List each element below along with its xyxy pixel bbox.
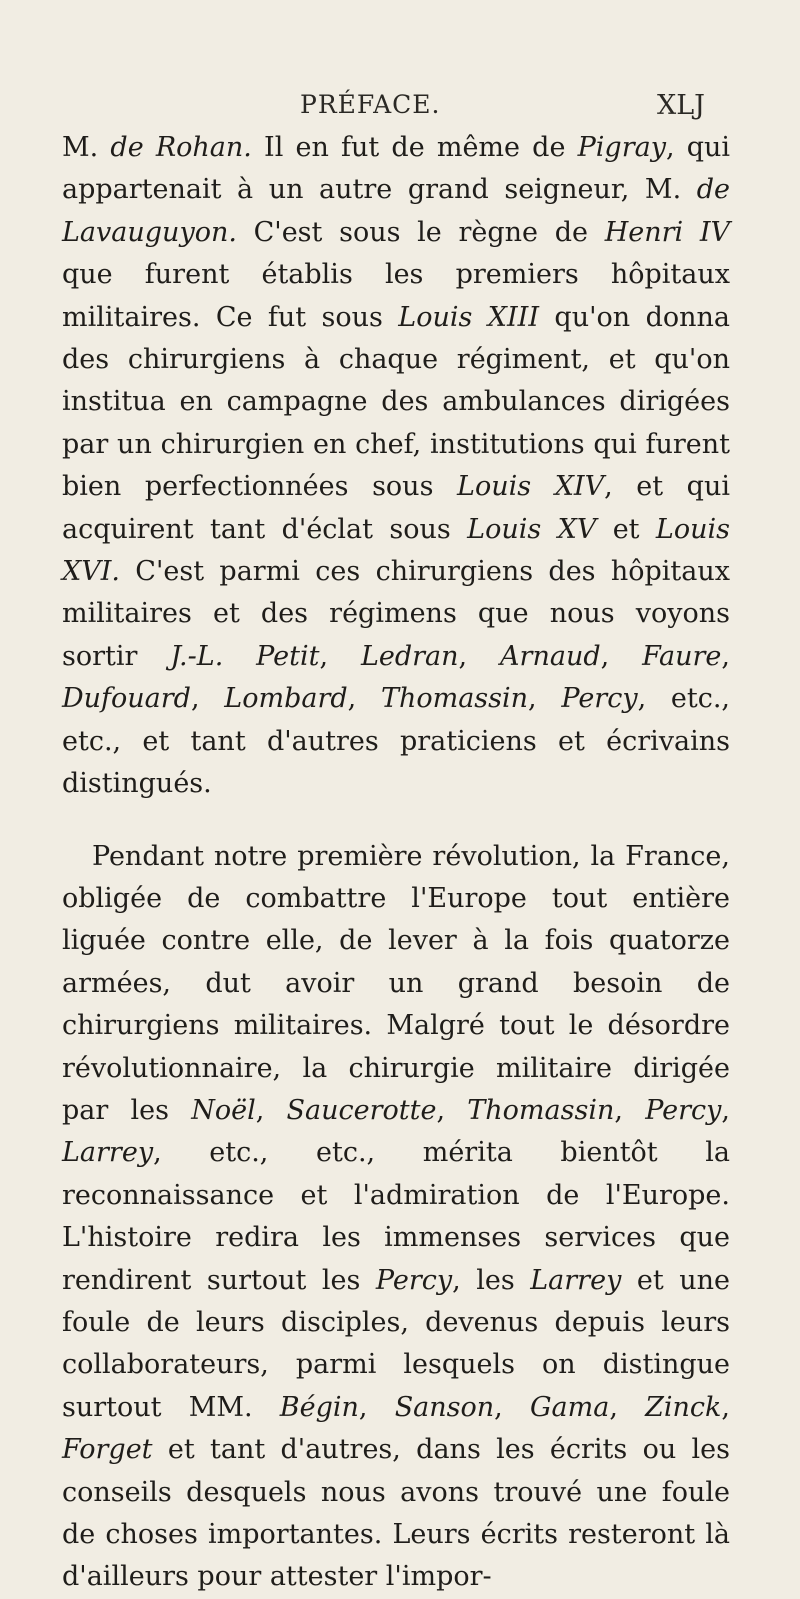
text-span: que furent établis les premiers hôpitaux militaires. Ce fut sous xyxy=(62,259,730,333)
person-name: Pigray xyxy=(577,132,666,163)
text-span: C'est sous le règne de xyxy=(236,216,605,248)
person-name: Louis XVI. xyxy=(62,513,730,588)
text-span: qu'on donna des chirurgiens à chaque régiment, et qu'on institua en campagne des ambulances dirigées par un chirurgien en chef, institutions qui furent bien perfectionnées sous xyxy=(62,301,730,503)
text-span: , xyxy=(319,640,361,672)
person-name: Larrey xyxy=(530,1264,622,1296)
text-span: et tant d'autres, dans les écrits ou les conseils desquels nous avons trouvé une foule de choses importantes. Leurs écrits resteront là d'ailleurs pour attester l'impor- xyxy=(62,1434,730,1593)
person-name: Forget xyxy=(62,1434,153,1466)
person-name: Faure xyxy=(642,640,722,672)
text-span: , xyxy=(721,1094,730,1126)
paragraph xyxy=(62,836,730,1599)
person-name: Arnaud xyxy=(500,640,601,672)
text-span: C'est parmi ces chirurgiens des hôpitaux militaires et des régimens que nous voyons sortir xyxy=(62,556,730,672)
person-name: Zinck xyxy=(645,1391,722,1423)
text-span: , xyxy=(255,1094,287,1126)
text-span: Pendant notre première révolution, la France, obligée de combattre l'Europe tout entière liguée contre elle, de lever à la fois quatorze armées, dut avoir un grand besoin de chirurgiens militaires. Malgré tout le désordre révolutionnaire, la chirurgie militaire dirigée par les xyxy=(62,840,730,1126)
person-name: Ledran xyxy=(360,640,459,672)
text-span: M. xyxy=(62,132,111,163)
person-name: de Rohan. xyxy=(110,132,252,163)
person-name: Henri IV xyxy=(604,216,731,248)
person-name: Louis XIII xyxy=(398,301,539,333)
person-name: Saucerotte xyxy=(286,1094,437,1126)
page-header xyxy=(0,90,800,130)
person-name: de Lavauguyon. xyxy=(62,174,730,248)
text-span: , xyxy=(358,1391,395,1423)
person-name: J.-L. Petit xyxy=(170,640,320,672)
text-span: , qui appartenait à un autre grand seigneur, M. xyxy=(62,132,731,206)
text-span: et une foule de leurs disciples, devenus depuis leurs collaborateurs, parmi lesquels on distingue surtout MM. xyxy=(62,1264,730,1423)
person-name: Noël xyxy=(191,1094,256,1126)
person-name: Sanson xyxy=(394,1391,495,1423)
person-name: Dufouard xyxy=(62,683,191,715)
text-span: , xyxy=(721,1391,730,1423)
text-span: et xyxy=(596,513,656,545)
body-text xyxy=(62,127,730,1599)
text-span: , xyxy=(190,683,225,715)
running-title: PRÉFACE. xyxy=(300,90,441,119)
person-name: Larrey xyxy=(62,1137,154,1169)
person-name: Lombard xyxy=(224,683,348,715)
text-span: , xyxy=(436,1094,468,1126)
person-name: Percy xyxy=(645,1094,722,1126)
text-span: , xyxy=(721,640,730,672)
person-name: Thomassin xyxy=(467,1094,615,1126)
person-name: Louis XIV xyxy=(457,471,605,503)
text-span: , etc., etc., et tant d'autres praticiens et écrivains distingués. xyxy=(62,683,730,800)
text-span: , xyxy=(494,1391,530,1423)
text-span: , les xyxy=(452,1264,531,1296)
text-span: , xyxy=(609,1391,646,1423)
text-span: , etc., etc., mérita bientôt la reconnaissance et l'admiration de l'Europe. L'histoire redira les immenses services que rendirent surtout les xyxy=(62,1137,730,1296)
person-name: Gama xyxy=(529,1391,610,1423)
person-name: Bégin xyxy=(279,1391,359,1423)
text-span: Il en fut de même de xyxy=(251,132,578,163)
person-name: Percy xyxy=(375,1264,453,1296)
person-name: Louis XV xyxy=(467,513,597,545)
text-span: , et qui acquirent tant d'éclat sous xyxy=(62,471,730,545)
text-span: , xyxy=(458,640,501,672)
page-number: XLJ xyxy=(657,90,705,121)
text-span: , xyxy=(347,683,381,715)
person-name: Thomassin xyxy=(380,683,529,715)
text-span: , xyxy=(600,640,643,672)
text-span: , xyxy=(528,683,562,715)
person-name: Percy xyxy=(561,683,638,715)
paragraph xyxy=(62,127,730,806)
text-span: , xyxy=(614,1094,646,1126)
